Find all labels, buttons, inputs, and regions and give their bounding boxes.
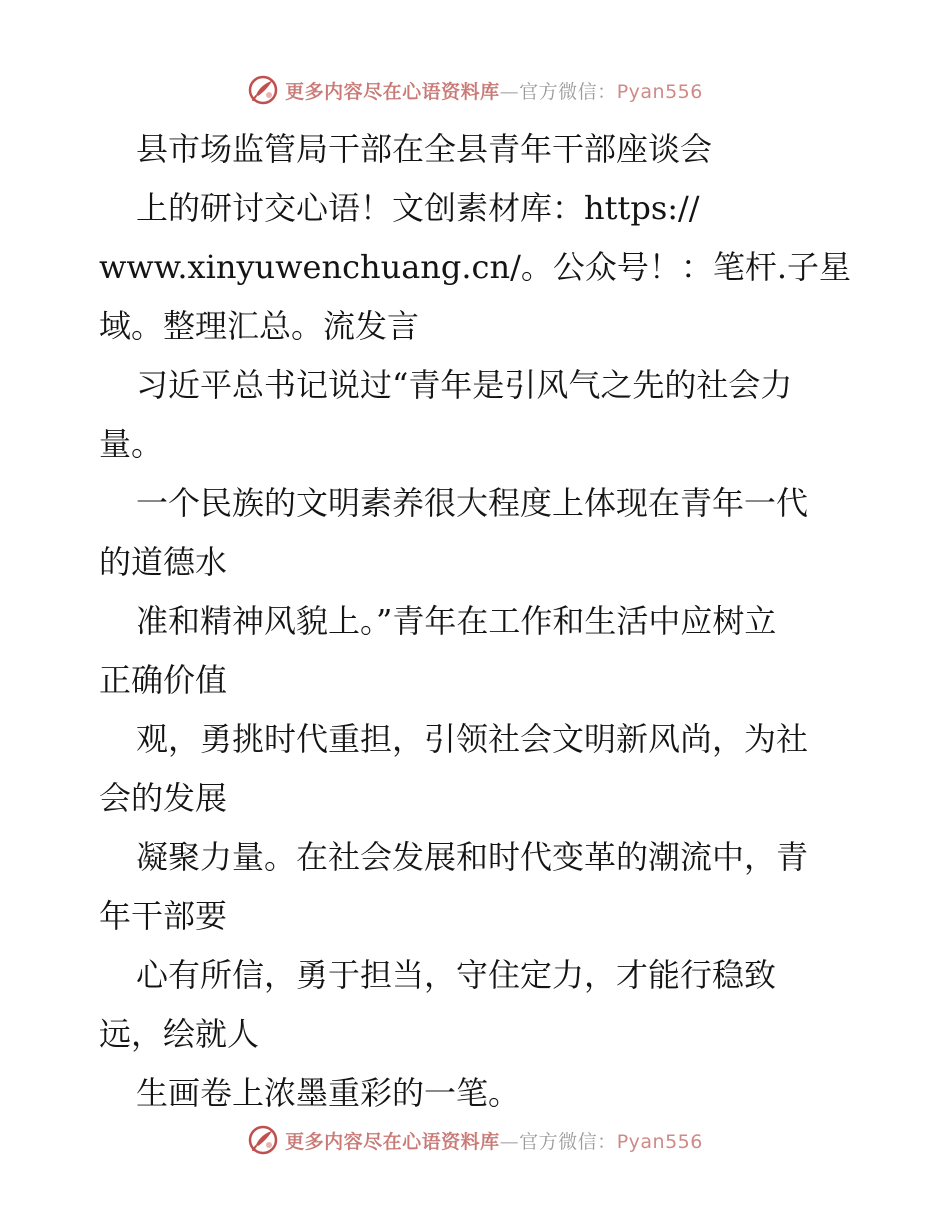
document-body bbox=[99, 120, 859, 1123]
body-line: 远，绘就人 bbox=[99, 1015, 260, 1053]
body-line: 观，勇挑时代重担，引领社会文明新风尚，为社 bbox=[136, 720, 809, 758]
banner-dash: — bbox=[499, 80, 520, 103]
banner-wechat-id: Pyan556 bbox=[616, 80, 703, 103]
banner-wechat-id: Pyan556 bbox=[616, 1130, 703, 1153]
header-banner bbox=[0, 72, 950, 108]
body-line: 习近平总书记说过“青年是引风气之先的社会力 bbox=[136, 366, 793, 404]
body-line: 上的研讨交心语！文创素材库：https:// bbox=[136, 189, 700, 227]
body-line: 凝聚力量。在社会发展和时代变革的潮流中，青 bbox=[136, 838, 809, 876]
banner-brand: 更多内容尽在心语资料库 bbox=[285, 1130, 500, 1153]
quill-logo-icon bbox=[247, 74, 279, 106]
banner-dash: — bbox=[499, 1130, 520, 1153]
body-line: 的道德水 bbox=[99, 543, 228, 581]
body-line: 年干部要 bbox=[99, 897, 228, 935]
banner-text bbox=[285, 1127, 703, 1154]
footer-banner bbox=[0, 1122, 950, 1158]
body-line: 准和精神风貌上。”青年在工作和生活中应树立 bbox=[136, 602, 777, 640]
banner-brand: 更多内容尽在心语资料库 bbox=[285, 80, 500, 103]
banner-label: 官方微信： bbox=[519, 1130, 617, 1153]
body-line: www.xinyuwenchuang.cn/。公众号！：笔杆.子星 bbox=[99, 248, 852, 286]
body-line: 域。整理汇总。流发言 bbox=[99, 307, 420, 345]
body-line: 生画卷上浓墨重彩的一笔。 bbox=[136, 1074, 521, 1112]
body-line: 一个民族的文明素养很大程度上体现在青年一代 bbox=[136, 484, 809, 522]
body-line: 正确价值 bbox=[99, 661, 228, 699]
banner-label: 官方微信： bbox=[519, 80, 617, 103]
body-line: 心有所信，勇于担当，守住定力，才能行稳致 bbox=[136, 956, 777, 994]
quill-logo-icon bbox=[247, 1124, 279, 1156]
body-line: 量。 bbox=[99, 425, 164, 463]
body-line: 县市场监管局干部在全县青年干部座谈会 bbox=[136, 130, 713, 168]
body-line: 会的发展 bbox=[99, 779, 228, 817]
banner-text bbox=[285, 77, 703, 104]
